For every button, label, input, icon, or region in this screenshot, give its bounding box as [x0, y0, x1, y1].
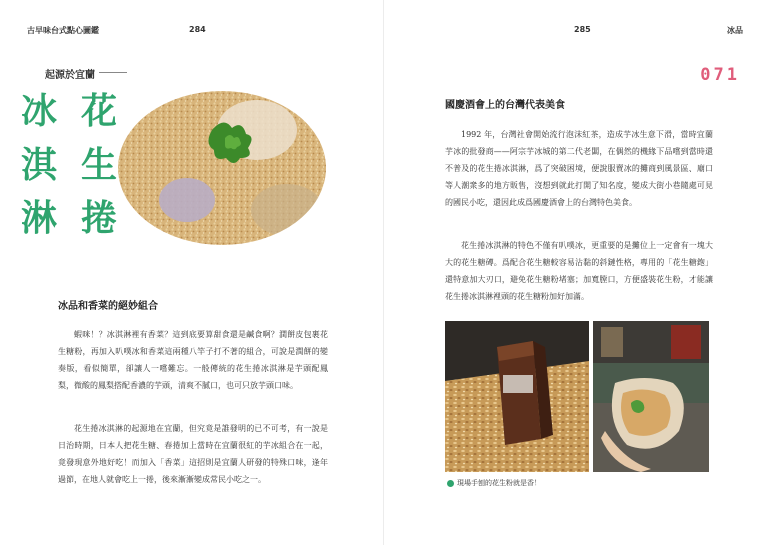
title-char: 淇	[21, 145, 58, 186]
origin-divider	[99, 72, 127, 73]
page-number-left: 284	[189, 25, 206, 34]
body-paragraph: 蝦咪！？冰淇淋裡有香菜？這到底要算甜食還是鹹食啊？潤餅皮包裹花生糖粉，再加入叭噗冰和香菜這兩種八竿子打不著的組合，可說是潤餅的變奏版，看似簡單，卻讓人一嚐難忘。一般傳統的花生捲冰淇淋是芋頭配鳳梨，微酸的鳳梨搭配香濃的芋頭，清爽不膩口，也可只放芋頭口味。	[58, 330, 328, 390]
title-char: 生	[81, 145, 118, 186]
title-char: 花	[81, 91, 118, 132]
item-number: 071	[700, 65, 740, 85]
peanut-brick-photo	[445, 321, 589, 472]
hero-food-photo	[117, 90, 328, 246]
body-paragraph: 花生捲冰淇淋的特色不僅有叭噗冰，更重要的是攤位上一定會有一塊大大的花生糖磚。爲配合花生糖較容易沾黏的斜鏈性格，專用的「花生糖鉋」還特意加大刃口，避免花生糖粉堵塞；加寬膛口，方便盛裝花生粉，才能讓花生捲冰淇淋裡頭的花生糖粉加好加滿。	[445, 241, 713, 301]
photo-caption: 現場手刨的花生粉就是香！	[457, 479, 541, 487]
body-paragraph: 1992 年，台灣社會開始流行泡沫紅茶，造成芋冰生意下滑，當時宜蘭芋冰的批發商——阿宗芋冰城的第二代老闆，在偶然的機緣下品嚐到當時還不普及的花生捲冰淇淋，爲了突破困境，便說服賣冰的攤商到風景區、廟口等人潮衆多的地方販售，沒想到就此打開了知名度，變成大街小巷隨處可見的國民小吃，還因此成爲國慶酒會上的台灣特色美食。	[445, 130, 713, 207]
title-char: 捲	[81, 198, 118, 239]
origin-label: 起源於宜蘭	[45, 70, 95, 81]
section-title-right: 國慶酒會上的台灣代表美食	[445, 100, 565, 111]
section-title-left: 冰品和香菜的絕妙組合	[58, 301, 158, 312]
body-paragraph: 花生捲冰淇淋的起源地在宜蘭，但究竟是誰發明的已不可考，有一說是日治時期，日本人把花生糖、春捲加上當時在宜蘭很紅的芋冰組合在一起，竟發現意外地好吃！而加入「香菜」這招則是宜蘭人研發的特殊口味，逢年過節，在地人就會吃上一捲，後來漸漸變成常民小吃之一。	[58, 424, 328, 484]
caption-bullet	[447, 480, 454, 487]
chapter-label: 冰品	[727, 26, 743, 35]
title-char: 淋	[21, 198, 58, 239]
peanut-roll-photo	[593, 321, 709, 472]
book-title: 古早味台式點心圖鑑	[27, 26, 99, 35]
page-number-right: 285	[574, 25, 591, 34]
title-char: 冰	[21, 91, 58, 132]
